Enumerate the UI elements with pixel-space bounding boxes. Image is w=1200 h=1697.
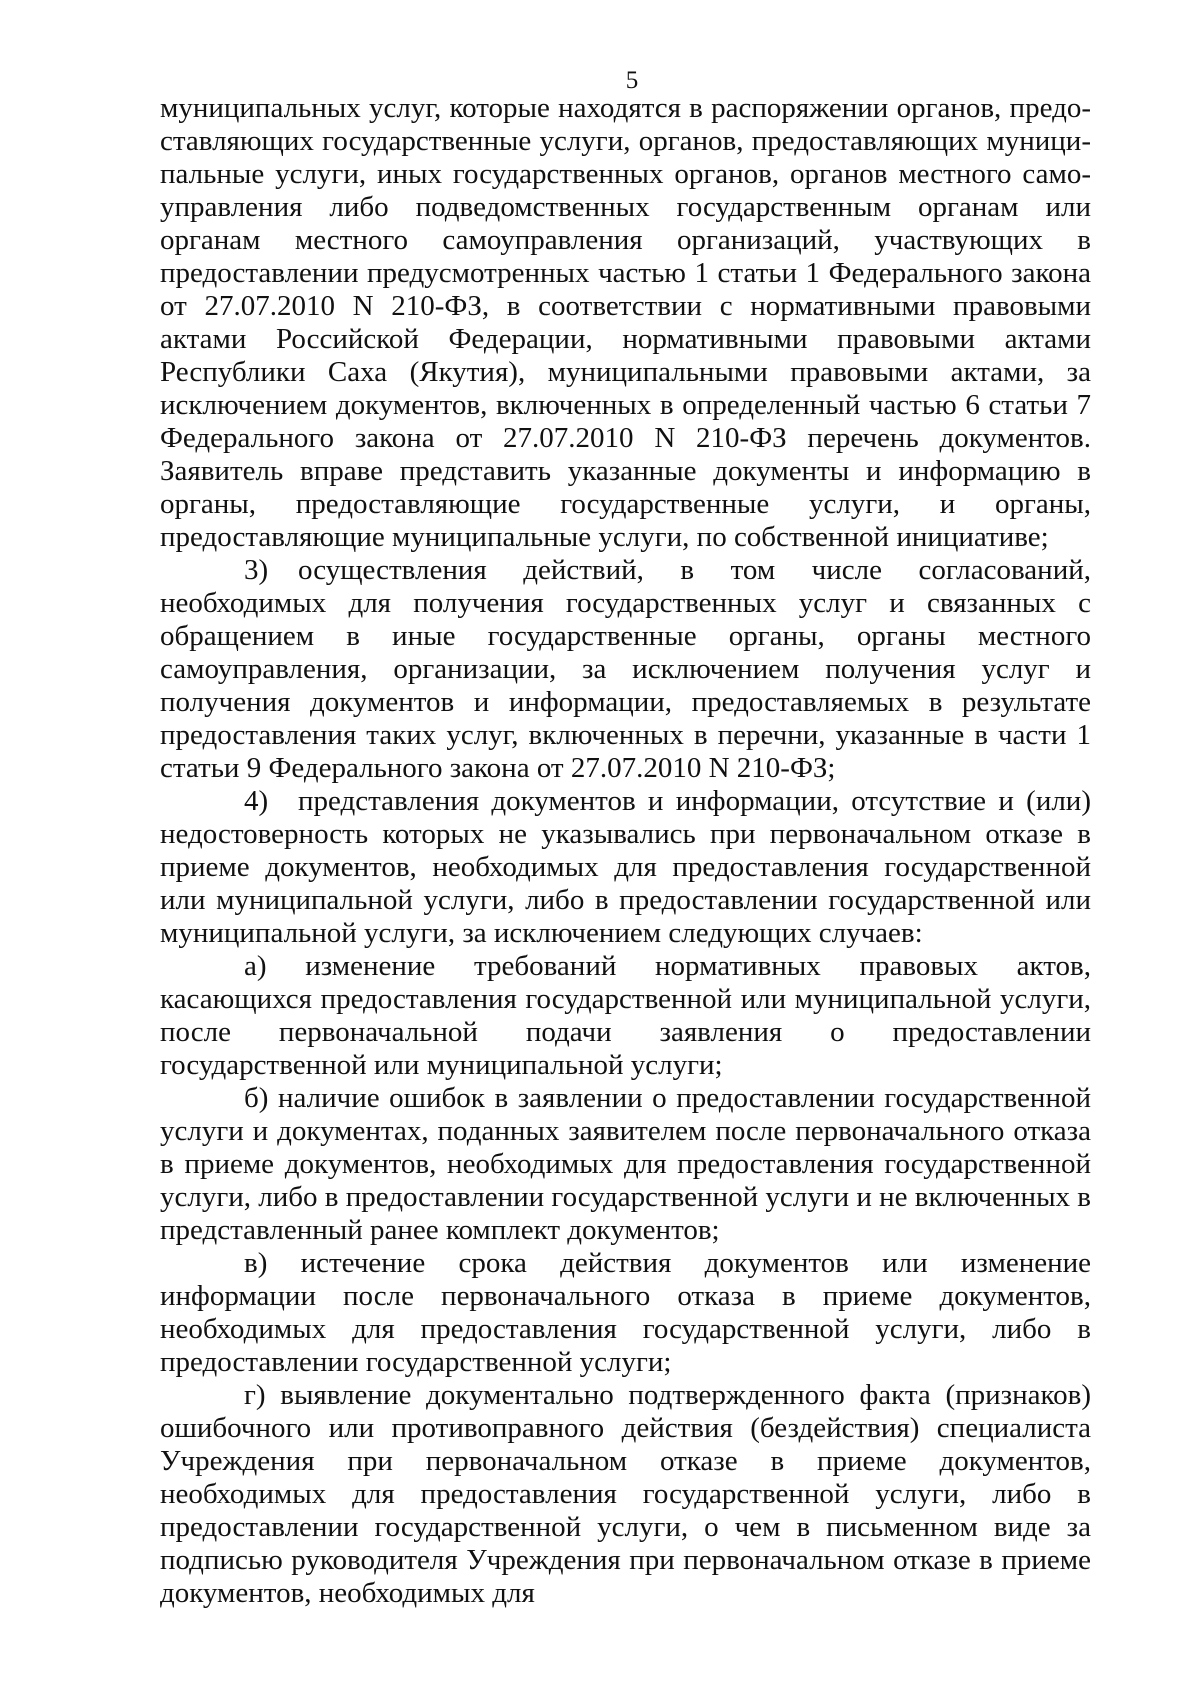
subitem-a: а) изменение требований нормативных правовых актов, касающихся предоставления государственной или муниципальной услуги, после первоначальной подачи заявления о предоставлении государственной или муниципальной услуги; <box>160 950 1091 1081</box>
paragraph-continuation: муниципальных услуг, которые находятся в распоряжении органов, предоставляющих государственные услуги, органов, предоставляющих муниципальные услуги, иных государственных органов, органов местного самоуправления либо подведомственных государственным органам или органам местного самоуправления организаций, участвующих в предоставлении предусмотренных частью 1 статьи 1 Федерального закона от 27.07.2010 N 210-ФЗ, в соответствии с нормативными правовыми актами Российской Федерации, нормативными правовыми актами Республики Саха (Якутия), муниципальными правовыми актами, за исключением документов, включенных в определенный частью 6 статьи 7 Федерального закона от 27.07.2010 N 210-ФЗ перечень документов. Заявитель вправе представить указанные документы и информацию в органы, предоставляющие государственные услуги, и органы, предоставляющие муниципальные услуги, по собственной инициативе; <box>160 92 1091 553</box>
list-item-number: 4) <box>244 785 269 817</box>
subitem-g: г) выявление документально подтвержденного факта (признаков) ошибочного или противоправного действия (бездействия) специалиста Учреждения при первоначальном отказе в приеме документов, необходимых для предоставления государственной услуги, либо в предоставлении государственной услуги, о чем в письменном виде за подписью руководителя Учреждения при первоначальном отказе в приеме документов, необходимых для <box>160 1379 1091 1609</box>
document-body <box>160 92 1091 1610</box>
subitem-b: б) наличие ошибок в заявлении о предоставлении государственной услуги и документах, поданных заявителем после первоначального отказа в приеме документов, необходимых для предоставления государственной услуги, либо в предоставлении государственной услуги и не включенных в представленный ранее комплект документов; <box>160 1082 1092 1246</box>
list-item-text: представления документов и информации, отсутствие и (или) недостоверность которых не указывались при первоначальном отказе в приеме документов, необходимых для предоставления государственной или муниципальной услуги, либо в предоставлении государственной или муниципальной услуги, за исключением следующих случаев: <box>160 785 1091 949</box>
list-item-4 <box>160 785 1091 950</box>
list-item-text: осуществления действий, в том числе согласований, необходимых для получения государственных услуг и связанных с обращением в иные государственные органы, органы местного самоуправления, организации, за исключением получения услуг и получения документов и информации, предоставляемых в результате предоставления таких услуг, включенных в перечни, указанные в части 1 статьи 9 Федерального закона от 27.07.2010 N 210-ФЗ; <box>160 554 1091 784</box>
list-item-number: 3) <box>244 554 269 586</box>
list-item-3 <box>160 554 1091 785</box>
page-number: 5 <box>625 67 639 94</box>
subitem-v: в) истечение срока действия документов или изменение информации после первоначального отказа в приеме документов, необходимых для предоставления государственной услуги, либо в предоставлении государственной услуги; <box>160 1247 1091 1378</box>
